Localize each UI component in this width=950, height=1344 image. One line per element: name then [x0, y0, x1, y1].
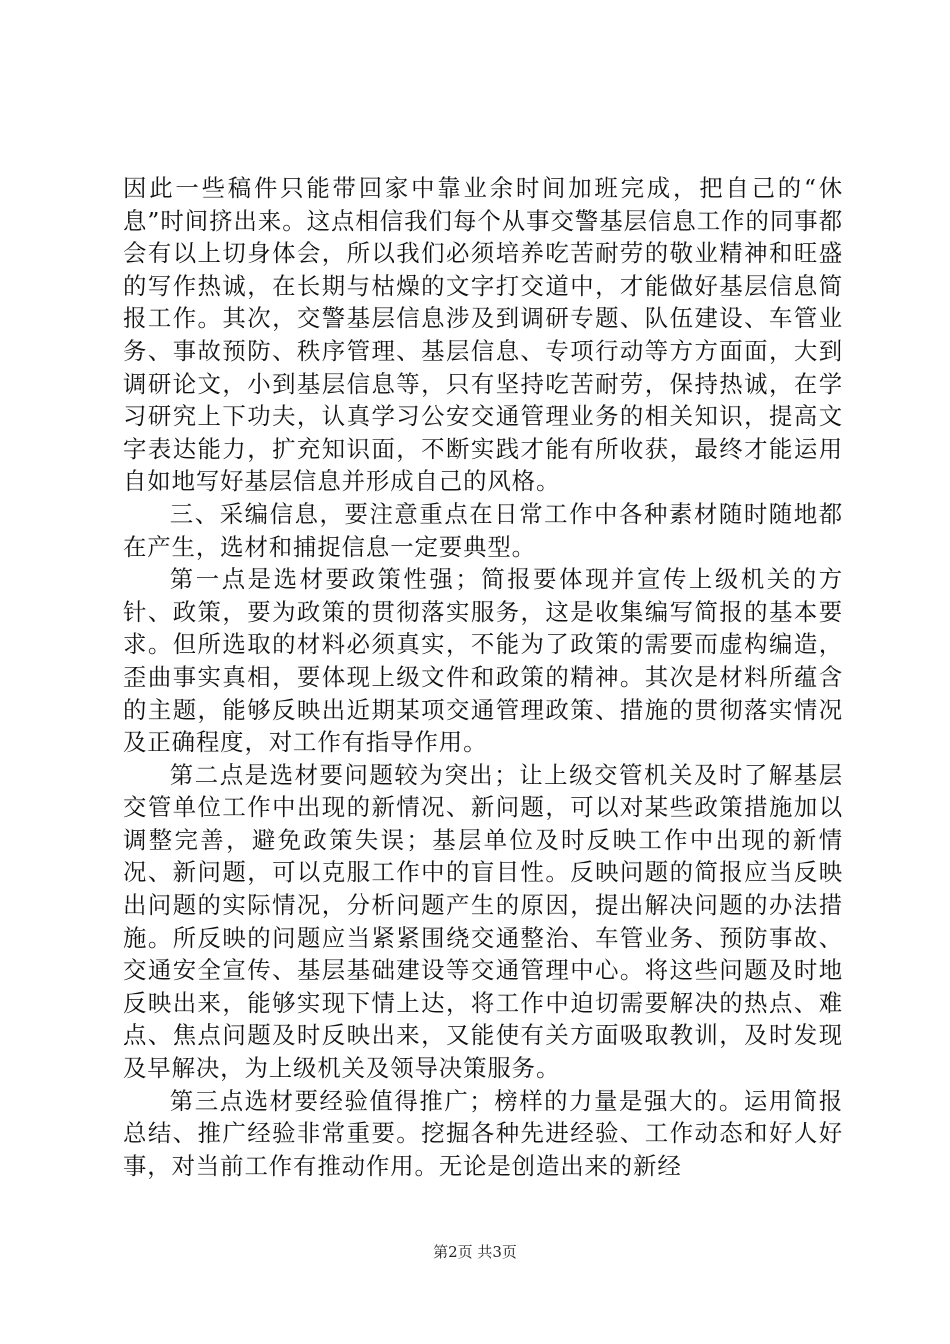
page-number-label: 第2页 共3页 [433, 1243, 517, 1261]
paragraph-1: 因此一些稿件只能带回家中靠业余时间加班完成，把自己的“休息”时间挤出来。这点相信我们每个从事交警基层信息工作的同事都会有以上切身体会，所以我们必须培养吃苦耐劳的敬业精神和旺盛的写作热诚，在长期与枯燥的文字打交道中，才能做好基层信息简报工作。其次，交警基层信息涉及到调研专题、队伍建设、车管业务、事故预防、秩序管理、基层信息、专项行动等方方面面，大到调研论文，小到基层信息等，只有坚持吃苦耐劳，保持热诚，在学习研究上下功夫，认真学习公安交通管理业务的相关知识，提高文字表达能力，扩充知识面，不断实践才能有所收获，最终才能运用自如地写好基层信息并形成自己的风格。 [123, 174, 843, 496]
paragraph-3: 第一点是选材要政策性强；简报要体现并宣传上级机关的方针、政策，要为政策的贯彻落实服务，这是收集编写简报的基本要求。但所选取的材料必须真实，不能为了政策的需要而虚构编造，歪曲事实真相，要体现上级文件和政策的精神。其次是材料所蕴含的主题，能够反映出近期某项交通管理政策、措施的贯彻落实情况及正确程度，对工作有指导作用。 [123, 565, 843, 757]
document-body [123, 172, 843, 1182]
paragraph-5: 第三点选材要经验值得推广；榜样的力量是强大的。运用简报总结、推广经验非常重要。挖掘各种先进经验、工作动态和好人好事，对当前工作有推动作用。无论是创造出来的新经 [123, 1086, 843, 1180]
paragraph-4: 第二点是选材要问题较为突出；让上级交管机关及时了解基层交管单位工作中出现的新情况、新问题，可以对某些政策措施加以调整完善，避免政策失误；基层单位及时反映工作中出现的新情况、新问题，可以克服工作中的盲目性。反映问题的简报应当反映出问题的实际情况，分析问题产生的原因，提出解决问题的办法措施。所反映的问题应当紧紧围绕交通整治、车管业务、预防事故、交通安全宣传、基层基础建设等交通管理中心。将这些问题及时地反映出来，能够实现下情上达，将工作中迫切需要解决的热点、难点、焦点问题及时反映出来，又能使有关方面吸取教训，及时发现及早解决，为上级机关及领导决策服务。 [123, 760, 843, 1083]
paragraph-2: 三、采编信息，要注意重点在日常工作中各种素材随时随地都在产生，选材和捕捉信息一定要典型。 [123, 499, 843, 561]
page-footer [0, 1242, 950, 1262]
